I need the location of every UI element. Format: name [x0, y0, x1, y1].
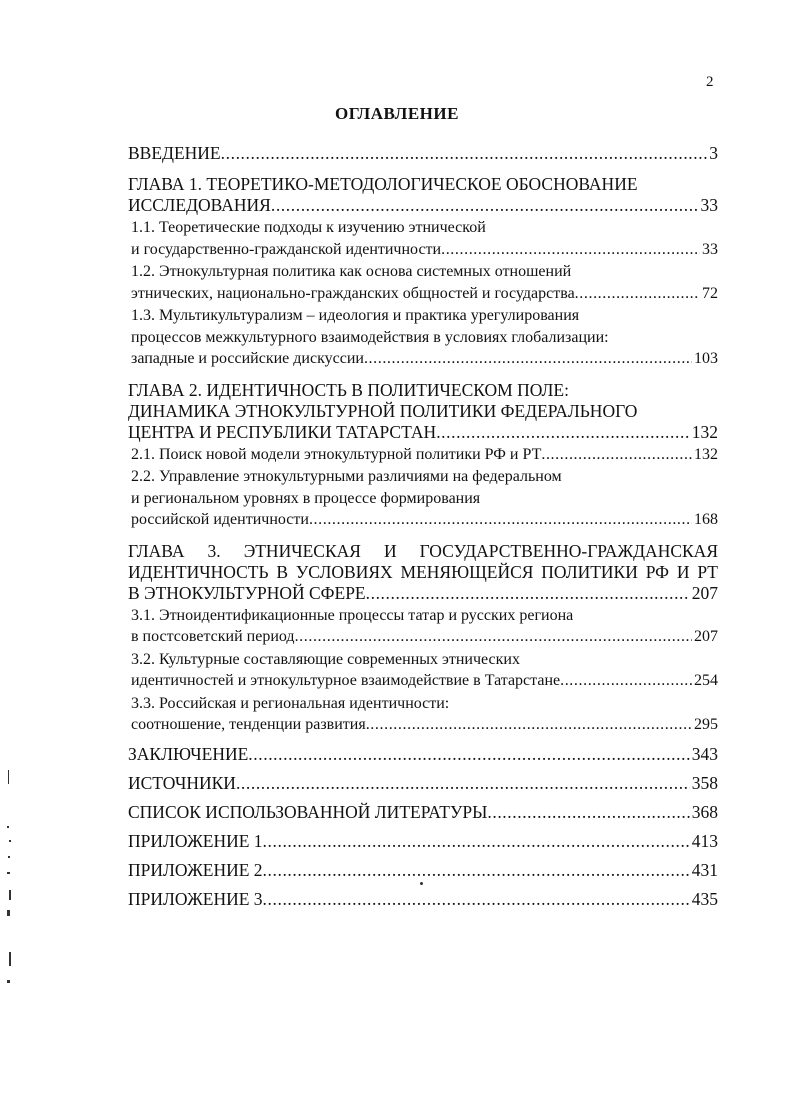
toc-entry-label: ЗАКЛЮЧЕНИЕ	[128, 743, 249, 764]
dot-leader	[309, 509, 692, 531]
toc-page-number: 368	[691, 801, 718, 822]
toc-entry-line: процессов межкультурного взаимодействия в условиях глобализации:	[131, 328, 609, 346]
toc-entry-label: соотношение, тенденции развития	[131, 716, 366, 733]
toc-entry-label: западные и российские дискуссии	[131, 350, 364, 367]
toc-page-number: 3	[709, 143, 718, 163]
toc-entry-label: ПРИЛОЖЕНИЕ 1	[128, 830, 263, 851]
toc-entry-line: 3.2. Культурные составляющие современных этнических	[131, 650, 520, 668]
toc-entry-section-3-2[interactable]	[128, 649, 718, 692]
dot-leader	[541, 444, 692, 466]
toc-entry-introduction[interactable]	[128, 143, 718, 164]
toc-entry-line: 3.1. Этноидентификационные процессы татар и русских региона	[131, 606, 574, 624]
dot-leader	[364, 348, 692, 370]
toc-entry-label: ИССЛЕДОВАНИЯ	[128, 195, 271, 215]
toc-entry-label: СПИСОК ИСПОЛЬЗОВАННОЙ ЛИТЕРАТУРЫ	[128, 801, 488, 822]
toc-entry-line: ДИНАМИКА ЭТНОКУЛЬТУРНОЙ ПОЛИТИКИ ФЕДЕРАЛЬНОГО	[128, 400, 638, 421]
dot-leader	[436, 422, 690, 443]
page-title: ОГЛАВЛЕНИЕ	[335, 104, 459, 123]
dot-leader	[263, 860, 690, 881]
toc-entry-line: 2.2. Управление этнокультурными различиями на федеральном	[131, 468, 562, 485]
toc-entry-line: ГЛАВА 3. ЭТНИЧЕСКАЯ И ГОСУДАРСТВЕННО-ГРАЖДАНСКАЯ	[128, 540, 718, 561]
dot-leader	[263, 889, 690, 910]
toc-entry-section-3-1[interactable]	[128, 605, 718, 648]
dot-leader	[236, 773, 690, 794]
toc-page-number: 168	[694, 511, 718, 528]
toc-page-number: 33	[702, 240, 718, 258]
toc-entry-appendix-1[interactable]	[128, 831, 718, 852]
toc-page-number: 207	[694, 628, 718, 645]
toc-page-number: 295	[694, 716, 718, 733]
toc-page-number: 431	[691, 859, 718, 880]
dot-leader	[221, 143, 708, 164]
dot-leader	[263, 831, 690, 852]
toc-entry-chapter-1[interactable]	[128, 174, 718, 216]
toc-page-number: 132	[691, 421, 718, 442]
toc-page-number: 132	[694, 445, 718, 463]
toc-page-number: 358	[691, 772, 718, 793]
scan-margin-artifacts	[0, 760, 30, 1000]
toc-entry-section-1-3[interactable]	[128, 305, 718, 370]
toc-entry-section-2-2[interactable]	[128, 466, 718, 531]
toc-entry-line: ГЛАВА 1. ТЕОРЕТИКО-МЕТОДОЛОГИЧЕСКОЕ ОБОСНОВАНИЕ	[128, 174, 638, 194]
toc-entry-label: российской идентичности	[131, 511, 309, 528]
toc-page-number: 343	[691, 743, 718, 764]
toc-entry-label: идентичностей и этнокультурное взаимодействие в Татарстане	[131, 672, 561, 689]
toc-entry-section-1-2[interactable]	[128, 261, 718, 304]
toc-entry-appendix-3[interactable]	[128, 889, 718, 910]
toc-entry-label: ЦЕНТРА И РЕСПУБЛИКИ ТАТАРСТАН	[128, 421, 437, 442]
toc-entry-label: ИСТОЧНИКИ	[128, 772, 236, 793]
toc-entry-label: ВВЕДЕНИЕ	[128, 143, 221, 163]
toc-entry-label: этнических, национально-гражданских общностей и государства	[131, 284, 575, 302]
toc-page-number: 413	[691, 830, 718, 851]
toc-page-number: 33	[700, 195, 718, 215]
toc-entry-chapter-3[interactable]	[128, 541, 718, 604]
toc-entry-label: ПРИЛОЖЕНИЕ 2	[128, 859, 263, 880]
toc-entry-label: ПРИЛОЖЕНИЕ 3	[128, 888, 263, 909]
toc-entry-line: 3.3. Российская и региональная идентичности:	[131, 694, 450, 712]
page-number: 2	[706, 74, 714, 90]
dot-leader	[366, 583, 690, 604]
toc-entry-section-2-1[interactable]	[128, 444, 718, 466]
toc-entry-label: и государственно-гражданской идентичности	[131, 240, 442, 258]
toc-entry-line: ИДЕНТИЧНОСТЬ В УСЛОВИЯХ МЕНЯЮЩЕЙСЯ ПОЛИТИКИ РФ И РТ	[128, 561, 718, 582]
toc-entry-conclusion[interactable]	[128, 744, 718, 765]
dot-leader	[560, 670, 692, 692]
scan-speck	[420, 882, 423, 885]
dot-leader	[248, 744, 689, 765]
table-of-contents	[128, 143, 718, 910]
toc-entry-label: В ЭТНОКУЛЬТУРНОЙ СФЕРЕ	[128, 582, 366, 603]
dot-leader	[271, 195, 699, 216]
dot-leader	[366, 714, 692, 736]
toc-entry-label: в постсоветский период	[131, 628, 295, 645]
toc-entry-line: и региональном уровнях в процессе формирования	[131, 489, 481, 507]
toc-entry-sources[interactable]	[128, 773, 718, 794]
toc-entry-bibliography[interactable]	[128, 802, 718, 823]
toc-page-number: 72	[702, 284, 718, 302]
dot-leader	[575, 283, 700, 305]
toc-page-number: 254	[694, 672, 718, 689]
dot-leader	[295, 626, 692, 648]
toc-entry-appendix-2[interactable]	[128, 860, 718, 881]
toc-entry-label: 2.1. Поиск новой модели этнокультурной политики РФ и РТ	[131, 445, 542, 463]
toc-entry-chapter-2[interactable]	[128, 380, 718, 443]
toc-entry-line: 1.2. Этнокультурная политика как основа системных отношений	[131, 263, 572, 280]
toc-entry-line: 1.1. Теоретические подходы к изучению этнической	[131, 219, 486, 236]
toc-entry-line: ГЛАВА 2. ИДЕНТИЧНОСТЬ В ПОЛИТИЧЕСКОМ ПОЛЕ:	[128, 379, 569, 400]
toc-entry-section-3-3[interactable]	[128, 693, 718, 736]
toc-entry-section-1-1[interactable]	[128, 217, 718, 260]
dot-leader	[487, 802, 689, 823]
toc-entry-line: 1.3. Мультикультурализм – идеология и практика урегулирования	[131, 307, 580, 324]
dot-leader	[441, 239, 700, 261]
toc-page-number: 103	[694, 350, 718, 367]
toc-page-number: 207	[691, 582, 718, 603]
toc-page-number: 435	[691, 888, 718, 909]
